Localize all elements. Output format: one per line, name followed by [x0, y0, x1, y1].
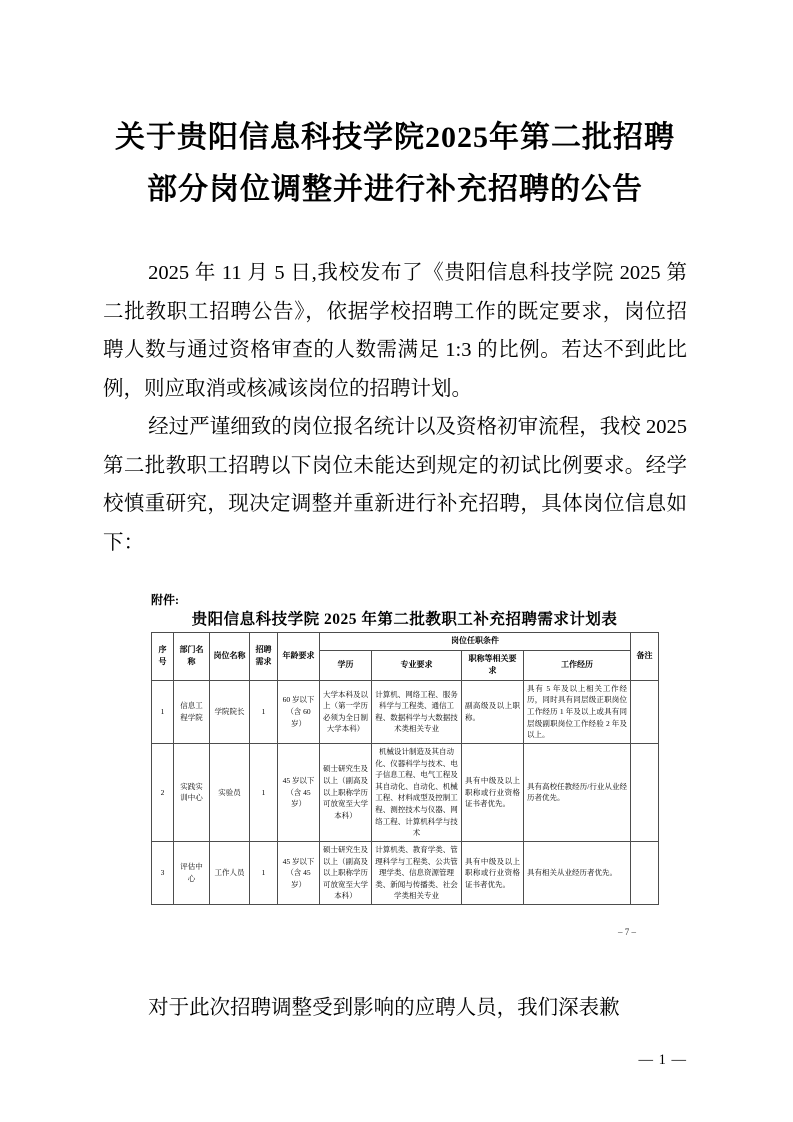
r1-education: 大学本科及以上（第一学历必须为全日制大学本科）	[320, 680, 372, 743]
col-header-seq: 序号	[152, 633, 174, 681]
col-header-demand: 招聘需求	[250, 633, 278, 681]
document-title	[103, 112, 687, 216]
r1-remark	[631, 680, 659, 743]
col-header-remark: 备注	[631, 633, 659, 681]
r2-remark	[631, 743, 659, 841]
r3-title-req: 具有中级及以上职称或行业资格证书者优先。	[462, 841, 524, 904]
r2-experience: 具有高校任教经历/行业从业经历者优先。	[524, 743, 631, 841]
r1-dept: 信息工程学院	[174, 680, 210, 743]
title-line-2: 部分岗位调整并进行补充招聘的公告	[147, 173, 643, 206]
col-header-dept: 部门名称	[174, 633, 210, 681]
r3-dept: 评估中心	[174, 841, 210, 904]
r2-education: 硕士研究生及以上（副高及以上职称学历可放宽至大学本科）	[320, 743, 372, 841]
r1-demand: 1	[250, 680, 278, 743]
recruitment-plan-table	[151, 632, 659, 905]
document-content	[103, 112, 687, 1069]
r3-major: 计算机类、教育学类、管理科学与工程类、公共管理学类、信息资源管理类、新闻与传播类、社会学类相关专业	[372, 841, 462, 904]
attachment-page-marker: – 7 –	[618, 927, 636, 938]
r1-post: 学院院长	[210, 680, 250, 743]
col-header-qualification-group: 岗位任职条件	[320, 633, 631, 651]
r3-post: 工作人员	[210, 841, 250, 904]
title-line-1: 关于贵阳信息科技学院2025年第二批招聘	[115, 121, 675, 154]
r1-seq: 1	[152, 680, 174, 743]
col-header-experience: 工作经历	[524, 651, 631, 681]
r3-age: 45 岁以下（含 45 岁）	[278, 841, 320, 904]
r2-post: 实验员	[210, 743, 250, 841]
table-row	[152, 680, 659, 743]
r1-experience: 具有 5 年及以上相关工作经历，同时具有同层级正职岗位工作经历 1 年及以上或具有同层级副职岗位工作经验 2 年及以上。	[524, 680, 631, 743]
col-header-major: 专业要求	[372, 651, 462, 681]
r3-experience: 具有相关从业经历者优先。	[524, 841, 631, 904]
page-number: — 1 —	[638, 1051, 687, 1068]
paragraph-1: 2025 年 11 月 5 日,我校发布了《贵阳信息科技学院 2025 第二批教职工招聘公告》，依据学校招聘工作的既定要求，岗位招聘人数与通过资格审查的人数需满足 1:3 的比例。若达不到此比例，则应取消或核减该岗位的招聘计划。	[103, 262, 687, 400]
col-header-title-req: 职称等相关要求	[462, 651, 524, 681]
r2-seq: 2	[152, 743, 174, 841]
r2-demand: 1	[250, 743, 278, 841]
attachment-label: 附件:	[151, 593, 179, 607]
closing-paragraph: 对于此次招聘调整受到影响的应聘人员，我们深表歉	[148, 997, 620, 1020]
paragraph-2: 经过严谨细致的岗位报名统计以及资格初审流程，我校 2025 第二批教职工招聘以下岗位未能达到规定的初试比例要求。经学校慎重研究，现决定调整并重新进行补充招聘，具体岗位信息如下：	[103, 416, 687, 554]
r3-education: 硕士研究生及以上（副高及以上职称学历可放宽至大学本科）	[320, 841, 372, 904]
r2-dept: 实践实训中心	[174, 743, 210, 841]
table-row	[152, 743, 659, 841]
r3-remark	[631, 841, 659, 904]
table-row	[152, 841, 659, 904]
r1-major: 计算机、网络工程、服务科学与工程类、通信工程、数据科学与大数据技术类相关专业	[372, 680, 462, 743]
col-header-education: 学历	[320, 651, 372, 681]
r1-age: 60 岁以下（含 60 岁）	[278, 680, 320, 743]
r2-age: 45 岁以下（含 45 岁）	[278, 743, 320, 841]
r2-title-req: 具有中级及以上职称或行业资格证书者优先。	[462, 743, 524, 841]
attachment-table-title: 贵阳信息科技学院 2025 年第二批教职工补充招聘需求计划表	[191, 611, 618, 628]
col-header-post: 岗位名称	[210, 633, 250, 681]
r3-seq: 3	[152, 841, 174, 904]
r1-title-req: 副高级及以上职称。	[462, 680, 524, 743]
attachment-section	[151, 592, 658, 937]
col-header-age: 年龄要求	[278, 633, 320, 681]
r2-major: 机械设计制造及其自动化、仪器科学与技术、电子信息工程、电气工程及其自动化、自动化、机械工程、材料成型及控制工程、测控技术与仪器、网络工程、计算机科学与技术	[372, 743, 462, 841]
r3-demand: 1	[250, 841, 278, 904]
